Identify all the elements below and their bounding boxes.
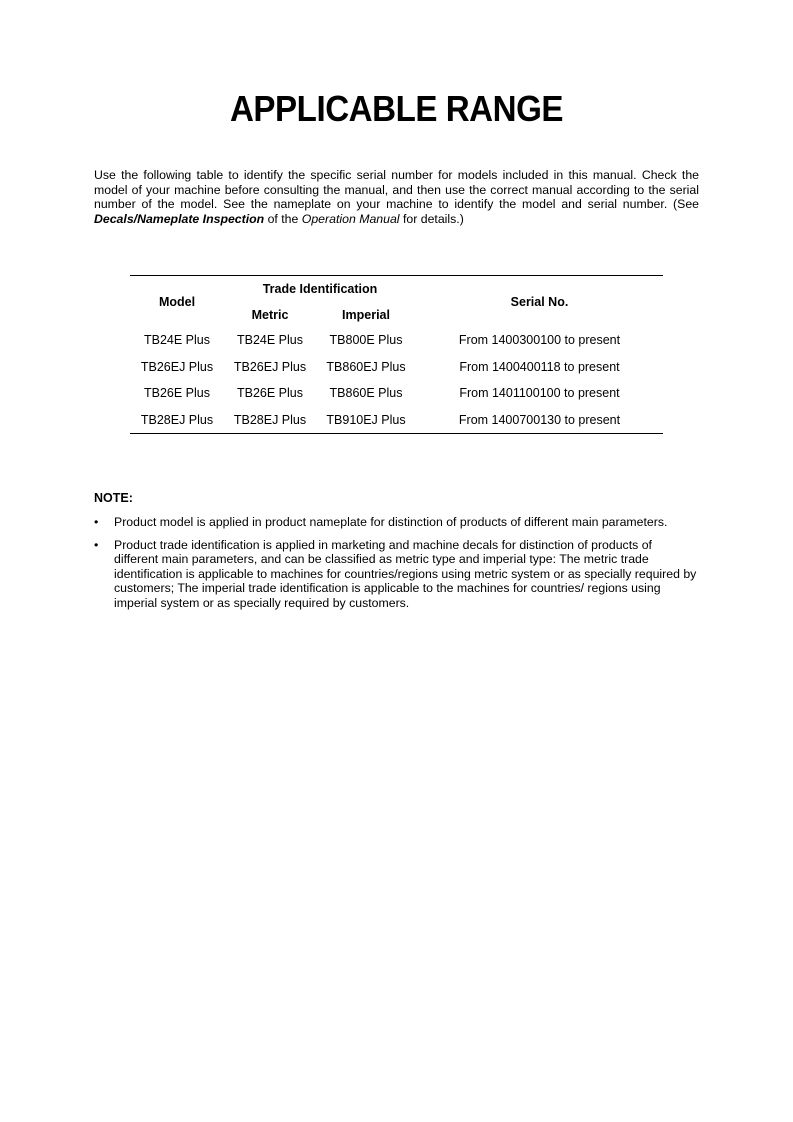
header-serial-no: Serial No. bbox=[510, 294, 569, 309]
header-metric: Metric bbox=[251, 307, 289, 322]
table-header-row bbox=[130, 276, 663, 303]
cell-metric: TB24E Plus bbox=[236, 333, 303, 348]
note-item-text: Product model is applied in product nameplate for distinction of products of different main parameters. bbox=[114, 515, 668, 529]
table-row bbox=[130, 407, 663, 434]
cell-serial: From 1400300100 to present bbox=[458, 333, 621, 348]
applicable-range-table bbox=[130, 275, 663, 434]
cell-serial: From 1400700130 to present bbox=[458, 412, 621, 427]
header-imperial: Imperial bbox=[342, 307, 390, 322]
cell-imperial: TB800E Plus bbox=[329, 333, 403, 348]
cell-serial: From 1401100100 to present bbox=[459, 386, 620, 401]
cell-imperial: TB860EJ Plus bbox=[326, 359, 406, 374]
cell-metric: TB28EJ Plus bbox=[233, 412, 307, 427]
cell-model: TB28EJ Plus bbox=[140, 412, 214, 427]
note-item-text: Product trade identification is applied in marketing and machine decals for distinction of products of different main parameters, and can be classified as metric type and imperial type: The metric trade identification is applicable to machines for countries/regions using metric system or as specially required by customers; The imperial trade identification is applicable to the machines for countries/ regions using imperial system or as specially required by customers. bbox=[114, 537, 697, 610]
intro-text-middle: of the bbox=[264, 211, 302, 226]
page-title: APPLICABLE RANGE bbox=[229, 88, 564, 129]
intro-text-before: Use the following table to identify the specific serial number for models included in this manual. Check the model of your machine before consulting the manual, and then use the correct manual according to the serial number of the model. See the nameplate on your machine to identify the model and serial number. (See bbox=[94, 168, 699, 211]
intro-paragraph bbox=[94, 168, 699, 226]
cell-metric: TB26EJ Plus bbox=[233, 359, 307, 374]
note-heading: NOTE: bbox=[94, 491, 133, 505]
applicable-range-table-wrapper bbox=[130, 275, 663, 434]
bullet-icon: • bbox=[94, 537, 99, 552]
note-list bbox=[94, 515, 699, 618]
list-item bbox=[94, 515, 699, 530]
bullet-icon: • bbox=[94, 515, 99, 529]
table-row bbox=[130, 354, 663, 381]
header-model: Model bbox=[158, 294, 196, 309]
cell-serial: From 1400400118 to present bbox=[459, 359, 620, 374]
intro-text-after: for details.) bbox=[399, 211, 464, 226]
cell-metric: TB26E Plus bbox=[236, 386, 303, 401]
operation-manual-reference: Operation Manual bbox=[301, 211, 400, 226]
cell-model: TB26EJ Plus bbox=[140, 359, 214, 374]
table-row bbox=[130, 380, 663, 407]
cell-model: TB24E Plus bbox=[143, 333, 210, 348]
cell-model: TB26E Plus bbox=[143, 386, 210, 401]
cell-imperial: TB910EJ Plus bbox=[326, 412, 406, 427]
list-item bbox=[94, 538, 699, 611]
table-row bbox=[130, 327, 663, 354]
header-trade-identification: Trade Identification bbox=[262, 282, 378, 296]
decals-nameplate-reference: Decals/Nameplate Inspection bbox=[94, 211, 265, 226]
cell-imperial: TB860E Plus bbox=[329, 386, 403, 401]
